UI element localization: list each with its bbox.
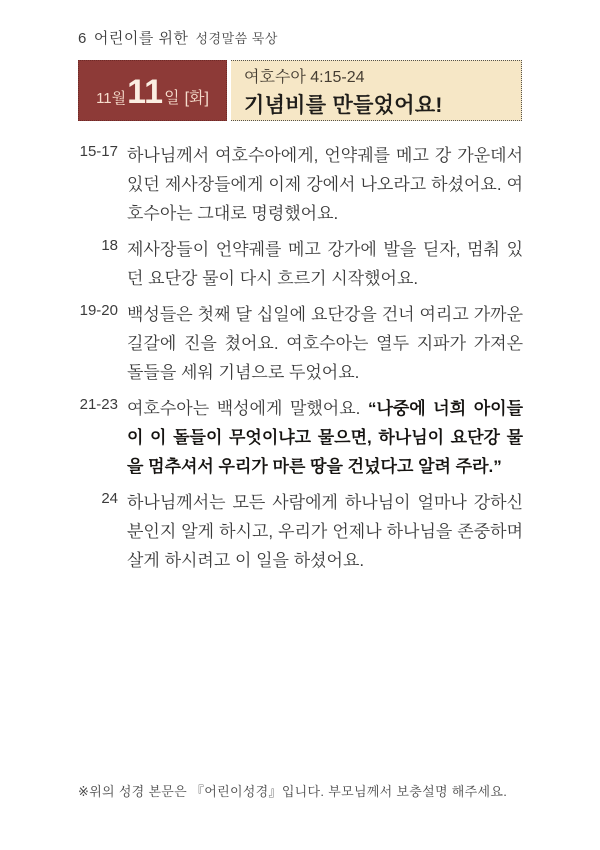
running-head bbox=[78, 27, 278, 48]
verse-text bbox=[127, 394, 523, 481]
verse-paragraph bbox=[78, 394, 523, 481]
verse-text bbox=[127, 235, 523, 293]
verse-number: 15-17 bbox=[79, 143, 118, 160]
book-title: 어린이를 위한 bbox=[93, 30, 189, 47]
verse-text bbox=[127, 141, 523, 228]
passage-reference: 여호수아 4:15-24 bbox=[244, 69, 365, 86]
verse-text-run: 백성들은 첫째 달 십일에 요단강을 건너 여리고 가까운 길갈에 진을 쳤어요. 여호수아는 열두 지파가 가져온 돌들을 세워 기념으로 두었어요. bbox=[127, 305, 523, 382]
verse-text bbox=[127, 488, 523, 575]
verse-text-quote-bold: “나중에 너희 아이들이 이 돌들이 무엇이냐고 물으면, 하나님이 요단강 물을 멈추셔서 우리가 마른 땅을 건넜다고 알려 주라.” bbox=[127, 399, 523, 476]
verse-number: 21-23 bbox=[79, 396, 118, 413]
verse-paragraph bbox=[78, 300, 523, 387]
book-subtitle: 성경말씀 묵상 bbox=[195, 31, 278, 46]
date-box bbox=[78, 60, 227, 121]
scripture-body bbox=[78, 141, 523, 582]
verse-text-run: 하나님께서는 모든 사람에게 하나님이 얼마나 강하신 분인지 알게 하시고, 우리가 언제나 하나님을 존중하며 살게 하시려고 이 일을 하셨어요. bbox=[127, 493, 523, 570]
date-month: 11월 bbox=[96, 90, 127, 107]
date-day-suffix: 일 bbox=[164, 90, 180, 107]
verse-number: 19-20 bbox=[79, 302, 118, 319]
verse-text-run: 여호수아는 백성에게 말했어요. bbox=[127, 399, 368, 418]
page-number: 6 bbox=[78, 30, 87, 47]
date-day: 11 bbox=[127, 73, 164, 111]
verse-number: 18 bbox=[101, 237, 118, 254]
verse-text-run: 하나님께서 여호수아에게, 언약궤를 메고 강 가운데서 있던 제사장들에게 이제 강에서 나오라고 하셨어요. 여호수아는 그대로 명령했어요. bbox=[127, 146, 523, 223]
verse-paragraph bbox=[78, 141, 523, 228]
verse-number: 24 bbox=[101, 490, 118, 507]
verse-paragraph bbox=[78, 488, 523, 575]
lesson-title: 기념비를 만들었어요! bbox=[244, 94, 443, 118]
passage-box bbox=[231, 60, 522, 121]
verse-paragraph bbox=[78, 235, 523, 293]
verse-text bbox=[127, 300, 523, 387]
source-footnote: ※위의 성경 본문은 『어린이성경』입니다. 부모님께서 보충설명 해주세요. bbox=[78, 784, 508, 799]
lesson-header bbox=[78, 60, 522, 121]
verse-text-run: 제사장들이 언약궤를 메고 강가에 발을 딛자, 멈춰 있던 요단강 물이 다시 흐르기 시작했어요. bbox=[127, 240, 523, 288]
date-weekday: [화] bbox=[184, 90, 209, 107]
